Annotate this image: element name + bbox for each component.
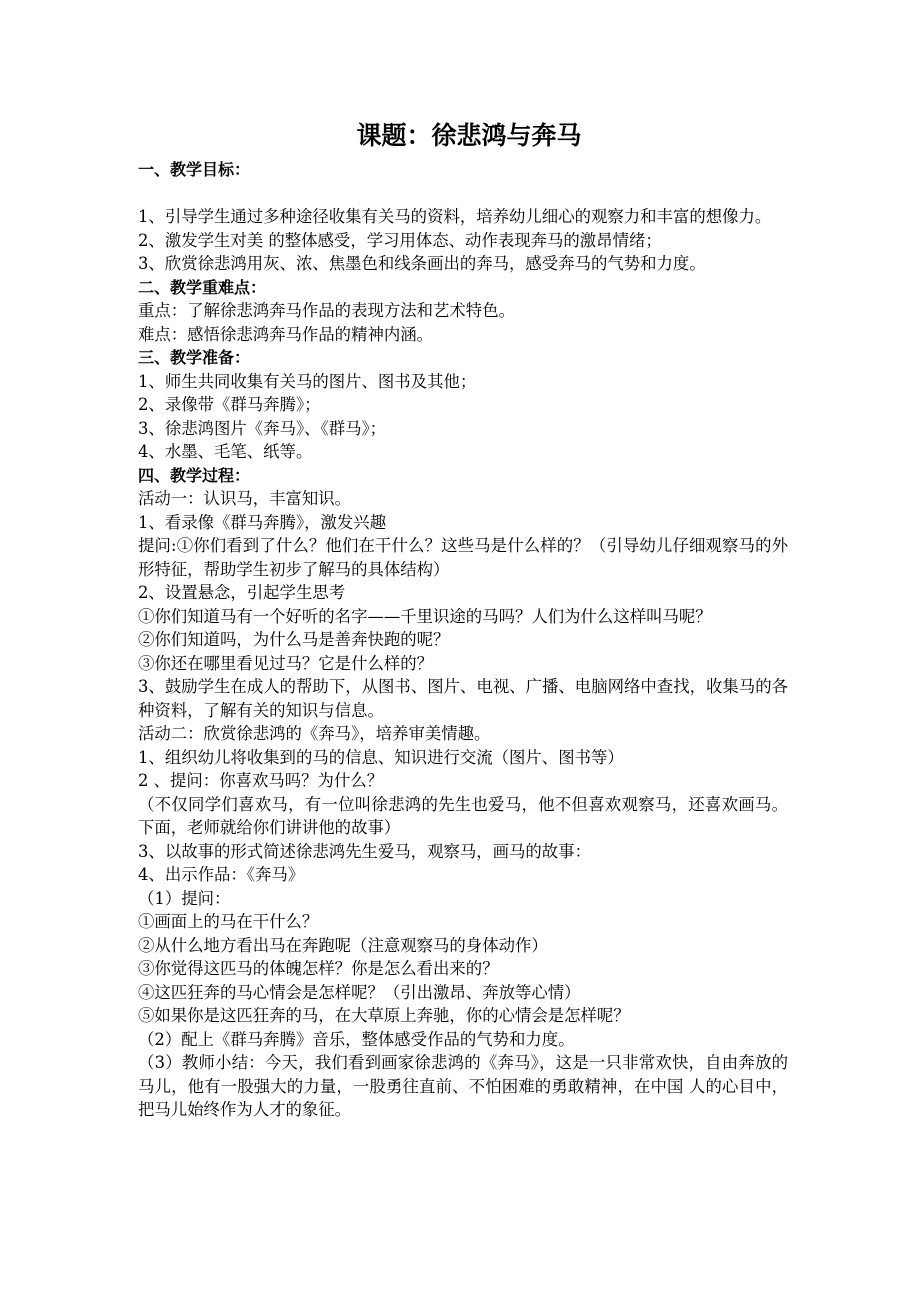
goal-item: 3、欣赏徐悲鸿用灰、浓、焦墨色和线条画出的奔马，感受奔马的气势和力度。 xyxy=(138,254,706,273)
process-line: ④这匹狂奔的马心情会是怎样呢？（引出激昂、奔放等心情） xyxy=(138,982,581,1002)
process-line: 提问:①你们看到了什么？他们在干什么？这些马是什么样的？（引导幼儿仔细观察马的外形特征，帮助学生初步了解马的具体结构） xyxy=(138,536,788,579)
process-line: 4、出示作品：《奔马》 xyxy=(138,865,305,884)
process-line: 2、设置悬念，引起学生思考 xyxy=(138,583,346,602)
preparation-item: 4、水墨、毛笔、纸等。 xyxy=(138,442,313,461)
process-line: 1、看录像《群马奔腾》，激发兴趣 xyxy=(138,512,387,532)
section-heading-preparation: 三、教学准备： xyxy=(138,348,251,367)
blank-line xyxy=(138,182,788,206)
process-line: （1）提问： xyxy=(138,888,231,908)
process-line: ②你们知道吗，为什么马是善奔快跑的呢？ xyxy=(138,630,450,649)
goal-item: 1、引导学生通过多种途径收集有关马的资料，培养幼儿细心的观察力和丰富的想像力。 xyxy=(138,207,772,226)
process-line: ③你还在哪里看见过马？它是什么样的？ xyxy=(138,653,434,673)
document-page xyxy=(138,118,788,1122)
section-heading-key-points: 二、教学重难点： xyxy=(138,277,267,297)
page-title: 课题：徐悲鸿与奔马 xyxy=(356,121,582,150)
process-line: （3）教师小结：今天，我们看到画家徐悲鸿的《奔马》，这是一只非常欢快，自由奔放的马儿，他有一股强大的力量，一股勇往直前、不怕困难的勇敢精神，在中国 人的心目中，把马儿始终作为人才的象征。 xyxy=(138,1053,788,1119)
process-line: 1、组织幼儿将收集到的马的信息、知识进行交流（图片、图书等） xyxy=(138,747,624,767)
process-line: ①画面上的马在干什么？ xyxy=(138,912,319,931)
process-line: （不仅同学们喜欢马，有一位叫徐悲鸿的先生也爱马，他不但喜欢观察马，还喜欢画马。下面，老师就给你们讲讲他的故事） xyxy=(138,794,788,837)
process-line: ⑤如果你是这匹狂奔的马，在大草原上奔驰，你的心情会是怎样呢？ xyxy=(138,1006,630,1025)
section-heading-process: 四、教学过程： xyxy=(138,465,251,485)
process-line: 2 、提问：你喜欢马吗？为什么？ xyxy=(138,771,384,790)
preparation-item: 1、师生共同收集有关马的图片、图书及其他； xyxy=(138,371,477,391)
process-line: 3、以故事的形式简述徐悲鸿先生爱马，观察马，画马的故事： xyxy=(138,841,591,861)
process-line: ①你们知道马有一个好听的名字——千里识途的马吗？人们为什么这样叫马呢？ xyxy=(138,606,712,626)
process-line: ②从什么地方看出马在奔跑呢（注意观察马的身体动作） xyxy=(138,935,548,955)
section-heading-goals: 一、教学目标： xyxy=(138,160,251,179)
preparation-item: 2、录像带《群马奔腾》； xyxy=(138,395,321,414)
process-line: 活动二：欣赏徐悲鸿的《奔马》，培养审美情趣。 xyxy=(138,724,491,743)
process-line: 3、鼓励学生在成人的帮助下，从图书、图片、电视、广播、电脑网络中查找，收集马的各种资料，了解有关的知识与信息。 xyxy=(138,677,788,720)
key-point: 重点：了解徐悲鸿奔马作品的表现方法和艺术特色。 xyxy=(138,301,515,320)
difficult-point: 难点：感悟徐悲鸿奔马作品的精神内涵。 xyxy=(138,324,434,344)
goal-item: 2、激发学生对美 的整体感受，学习用体态、动作表现奔马的激昂情绪； xyxy=(138,230,662,250)
process-line: 活动一：认识马，丰富知识。 xyxy=(138,489,352,508)
process-line: ③你觉得这匹马的体魄怎样？你是怎么看出来的？ xyxy=(138,959,499,978)
preparation-item: 3、徐悲鸿图片《奔马》、《群马》； xyxy=(138,418,387,438)
process-line: （2）配上《群马奔腾》音乐，整体感受作品的气势和力度。 xyxy=(138,1029,575,1049)
